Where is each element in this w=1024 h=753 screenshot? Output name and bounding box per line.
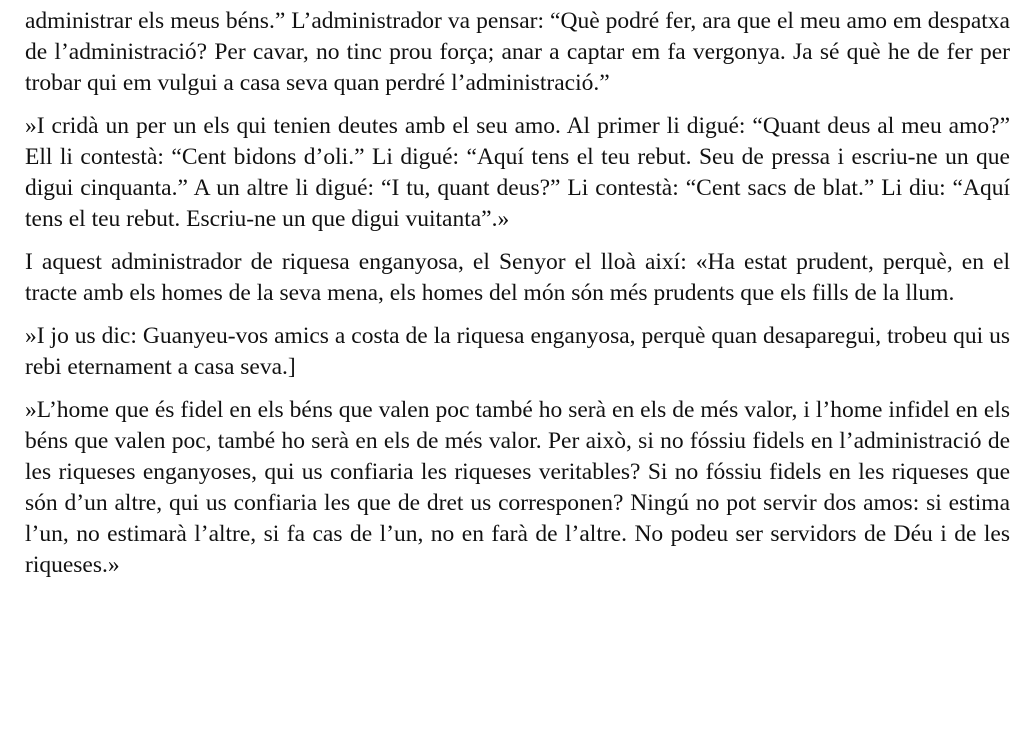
paragraph-3: I aquest administrador de riquesa enganyosa, el Senyor el lloà així: «Ha estat prudent, perquè, en el tracte amb els homes de la seva mena, els homes del món són més prudents que els fills de la llum. [25, 249, 1010, 306]
paragraph-5: »L’home que és fidel en els béns que valen poc també ho serà en els de més valor, i l’home infidel en els béns que valen poc, també ho serà en els de més valor. Per això, si no fóssiu fidels en l’administració de les riqueses enganyoses, qui us confiaria les riqueses veritables? Si no fóssiu fidels en les riqueses que són d’un altre, qui us confiaria les que de dret us corresponen? Ningú no pot servir dos amos: si estima l’un, no estimarà l’altre, si fa cas de l’un, no en farà de l’altre. No podeu ser servidors de Déu i de les riqueses.» [25, 397, 1010, 578]
paragraph-4: »I jo us dic: Guanyeu-vos amics a costa de la riquesa enganyosa, perquè quan desaparegui, trobeu qui us rebi eternament a casa seva.] [25, 323, 1010, 380]
paragraph-2: »I cridà un per un els qui tenien deutes amb el seu amo. Al primer li digué: “Quant deus al meu amo?” Ell li contestà: “Cent bidons d’oli.” Li digué: “Aquí tens el teu rebut. Seu de pressa i escriu-ne un que digui cinquanta.” A un altre li digué: “I tu, quant deus?” Li contestà: “Cent sacs de blat.” Li diu: “Aquí tens el teu rebut. Escriu-ne un que digui vuitanta”.» [25, 113, 1010, 232]
paragraph-1: administrar els meus béns.” L’administrador va pensar: “Què podré fer, ara que el meu amo em despatxa de l’administració? Per cavar, no tinc prou força; anar a captar em fa vergonya. Ja sé què he de fer per trobar qui em vulgui a casa seva quan perdré l’administració.” [25, 8, 1010, 96]
